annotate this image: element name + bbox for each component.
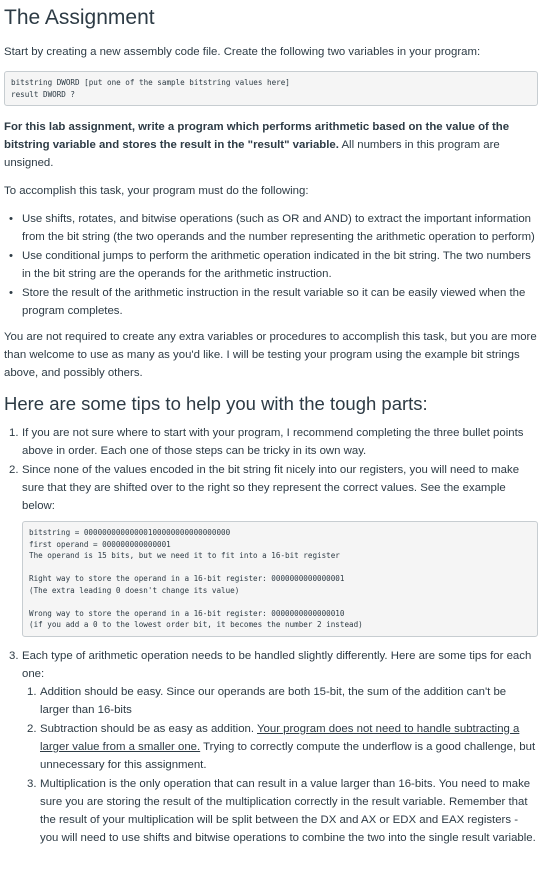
tip-number: 2. bbox=[9, 464, 19, 476]
subtip-text: Addition should be easy. Since our operands are both 15-bit, the sum of the addition can't be larger than 16-bits bbox=[40, 685, 507, 716]
code-line bbox=[29, 562, 531, 574]
list-item bbox=[4, 284, 538, 320]
list-item bbox=[4, 210, 538, 246]
task-bold-text: For this lab assignment, write a program which performs arithmetic based on the value of the bitstring variable and stores the result in the "result" variable. bbox=[4, 121, 510, 151]
subtip-text: Subtraction should be as easy as addition. bbox=[40, 722, 257, 735]
tip-text: Since none of the values encoded in the bit string fit nicely into our registers, you will need to make sure that they are shifted over to the right so they represent the correct values. See the example below: bbox=[22, 464, 520, 512]
not-required-paragraph: You are not required to create any extra variables or procedures to accomplish this task, but you are more than welcome to use as many as you'd like. I will be testing your program using the example bit strings above, and possibly others. bbox=[4, 331, 537, 379]
bullet-icon: • bbox=[9, 287, 13, 299]
variables-code-block bbox=[4, 71, 538, 106]
subtips-list bbox=[22, 683, 538, 847]
example-code-wrapper bbox=[22, 521, 538, 637]
tip-number: 3. bbox=[9, 649, 19, 662]
code-line: The operand is 15 bits, but we need it to fit into a 16-bit register bbox=[29, 551, 340, 560]
tips-list bbox=[4, 424, 538, 515]
subtip-item bbox=[22, 775, 538, 847]
task-paragraph bbox=[4, 118, 538, 172]
bullet-icon: • bbox=[9, 213, 13, 225]
bullet-icon: • bbox=[9, 250, 13, 262]
page-title: The Assignment bbox=[4, 6, 155, 29]
task-rest-text: All numbers in this program are unsigned. bbox=[4, 139, 500, 169]
code-line: first operand = 000000000000001 bbox=[29, 539, 171, 549]
example-code-block bbox=[22, 521, 538, 637]
tip-item bbox=[4, 424, 538, 460]
tip-item bbox=[4, 461, 538, 515]
subtip-text-after: Trying to correctly compute the underflow is a good challenge, but unnecessary for this assignment. bbox=[40, 740, 536, 771]
subtip-text: Multiplication is the only operation that can result in a value larger than 16-bits. You need to make sure you are storing the result of the multiplication correctly in the result variable. Remember that the result of your multiplication will be split between the DX and AX or EDX and EAX registers - you will need to use shifts and bitwise operations to combine the two into the single result variable. bbox=[40, 777, 536, 844]
accomplish-paragraph: To accomplish this task, your program must do the following: bbox=[4, 185, 309, 197]
code-line: Right way to store the operand in a 16-bit register: 0000000000000001 bbox=[29, 574, 345, 583]
code-line: result DWORD ? bbox=[11, 89, 76, 99]
code-line bbox=[29, 596, 531, 608]
list-item-text: Use conditional jumps to perform the arithmetic operation indicated in the bit string. The two numbers in the bit string are the operands for the arithmetic instruction. bbox=[22, 250, 531, 280]
list-item bbox=[4, 247, 538, 283]
code-line: bitstring = 00000000000000100000000000000000 bbox=[29, 528, 231, 537]
subtip-number: 1. bbox=[27, 685, 37, 698]
list-item-text: Use shifts, rotates, and bitwise operations (such as OR and AND) to extract the important information from the bit string (the two operands and the number representing the arithmetic operation to perform) bbox=[22, 213, 535, 243]
intro-paragraph: Start by creating a new assembly code file. Create the following two variables in your program: bbox=[4, 46, 481, 58]
subtip-item bbox=[22, 683, 538, 719]
code-line: bitstring DWORD [put one of the sample bitstring values here] bbox=[11, 78, 290, 87]
code-line: (if you add a 0 to the lowest order bit, it becomes the number 2 instead) bbox=[29, 620, 363, 629]
subtip-number: 3. bbox=[27, 777, 37, 790]
code-line: (The extra leading 0 doesn't change its value) bbox=[29, 585, 240, 595]
requirements-list bbox=[4, 210, 538, 320]
subtip-number: 2. bbox=[27, 722, 37, 735]
tips-list-continued bbox=[4, 647, 538, 847]
list-item-text: Store the result of the arithmetic instruction in the result variable so it can be easily viewed when the program completes. bbox=[22, 287, 526, 317]
subtip-underlined-text: Your program does not need to handle subtracting a larger value from a smaller one. bbox=[40, 722, 520, 753]
subtip-item bbox=[22, 720, 538, 774]
tip-text: If you are not sure where to start with your program, I recommend completing the three bullet points above in order. Each one of those steps can be tricky in its own way. bbox=[22, 427, 524, 457]
tip-text: Each type of arithmetic operation needs to be handled slightly differently. Here are some tips for each one: bbox=[22, 649, 532, 680]
code-line: Wrong way to store the operand in a 16-bit register: 0000000000000010 bbox=[29, 608, 345, 618]
tip-item bbox=[4, 647, 538, 847]
tips-heading: Here are some tips to help you with the tough parts: bbox=[4, 393, 428, 414]
tip-number: 1. bbox=[9, 427, 19, 439]
